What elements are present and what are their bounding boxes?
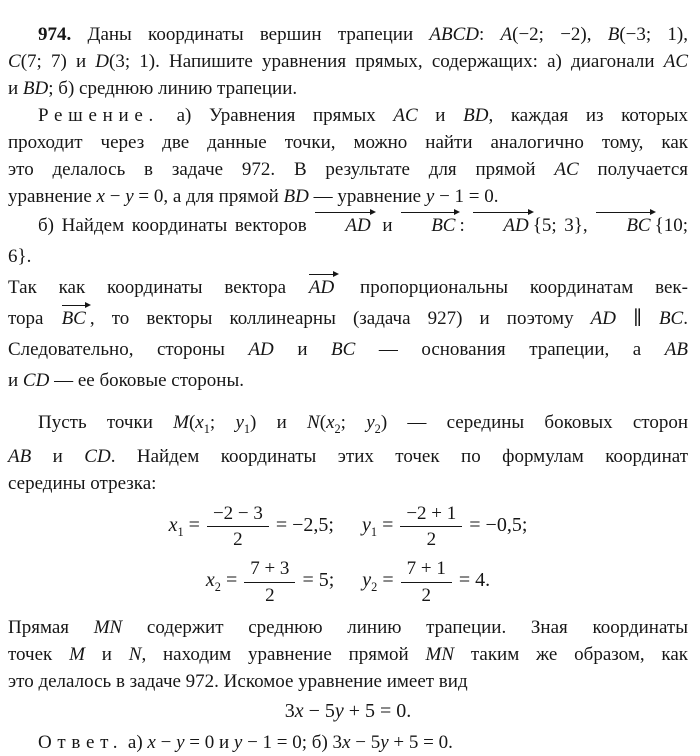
text-segment: ( — [319, 412, 327, 433]
text-segment: это делалось в задаче 972. В результате для прямой — [8, 159, 555, 180]
vector-notation: AD — [308, 274, 338, 298]
math-var: x — [96, 186, 105, 207]
text-segment: (3; 1). Напишите уравнения прямых, содержащих: а) диагонали — [109, 51, 664, 72]
subscript: 1 — [370, 524, 378, 539]
math-var: y — [233, 731, 243, 753]
text-segment: − 1 = 0. — [434, 186, 499, 207]
text-segment: = −2,5; — [270, 513, 334, 536]
math-var: x — [195, 412, 204, 433]
math-var: AC — [554, 159, 579, 180]
text-segment: Следовательно, стороны — [8, 339, 249, 360]
math-var: MN — [93, 616, 123, 638]
text-segment: и — [374, 215, 401, 236]
text-segment: таким же образом, как — [454, 643, 689, 665]
math-var: AB — [8, 445, 32, 467]
fraction-denominator: 2 — [426, 529, 437, 551]
text-line — [8, 48, 688, 75]
math-var: x — [326, 412, 335, 433]
text-line — [8, 409, 688, 443]
fraction-numerator: −2 − 3 — [207, 503, 269, 527]
text-segment: + 5 = 0. — [388, 731, 453, 753]
text-segment: (7; 7) и — [20, 51, 96, 72]
text-line — [8, 470, 688, 497]
math-var: AB — [664, 339, 688, 360]
math-var: y — [176, 731, 185, 753]
text-line — [8, 614, 688, 641]
math-var: M — [173, 412, 189, 433]
fraction-denominator: 2 — [421, 584, 431, 606]
text-segment: . — [683, 308, 688, 329]
text-segment: = — [183, 513, 205, 536]
text-segment: 3 — [284, 699, 295, 722]
text-segment: и — [8, 370, 23, 391]
text-segment: = 0, а для прямой — [133, 186, 284, 207]
math-var: x — [342, 731, 351, 753]
text-segment: и — [84, 643, 129, 665]
line-mn-paragraph — [8, 614, 688, 695]
math-var: y — [235, 412, 244, 433]
math-var: x — [205, 569, 215, 592]
text-segment: = 5; — [297, 569, 335, 592]
text-segment: , каждая из которых — [488, 105, 688, 126]
text-segment: = 4. — [453, 569, 491, 592]
text-segment: ; — [209, 412, 236, 433]
math-var: AD — [248, 339, 274, 360]
subscript: 2 — [374, 421, 381, 436]
subscript: 2 — [214, 580, 221, 595]
math-var: y — [362, 569, 372, 592]
subscript: 1 — [203, 421, 210, 436]
text-segment: ∥ — [616, 308, 659, 329]
text-segment: Пусть точки — [38, 412, 174, 433]
text-line — [8, 443, 688, 470]
text-segment: Прямая — [8, 616, 94, 638]
text-segment: = — [220, 569, 243, 592]
text-segment: точек — [8, 643, 70, 665]
fraction-numerator: 7 + 3 — [244, 558, 295, 582]
fraction-numerator: −2 + 1 — [400, 503, 462, 527]
text-line — [8, 272, 688, 303]
math-var: N — [128, 643, 142, 665]
math-var: y — [334, 699, 344, 722]
text-line — [8, 641, 688, 668]
fraction — [401, 558, 452, 606]
fraction — [207, 503, 269, 551]
text-line — [8, 156, 688, 183]
text-segment: . Найдем координаты этих точек по формулам координат — [110, 445, 688, 467]
math-var: D — [95, 51, 110, 72]
math-var: N — [307, 412, 320, 433]
text-segment: а) Уравнения прямых — [158, 105, 394, 126]
vector-notation: AD — [314, 212, 374, 236]
text-segment: это делалось в задаче 972. Искомое уравнение имеет вид — [8, 670, 468, 692]
text-segment: : — [459, 215, 473, 236]
solution-part-b — [8, 210, 688, 396]
text-segment: и — [273, 339, 332, 360]
text-segment: содержит среднюю линию трапеции. Зная координаты — [122, 616, 688, 638]
text-segment: и — [417, 105, 464, 126]
text-segment: Так как координаты вектора — [8, 277, 308, 298]
math-var: y — [425, 186, 435, 207]
equation-row — [8, 503, 688, 551]
text-line — [8, 210, 688, 272]
vector-notation: BC — [595, 212, 654, 236]
math-var: MN — [425, 643, 455, 665]
math-var: M — [69, 643, 85, 665]
text-segment: (−3; 1), — [619, 24, 688, 45]
text-segment: − 1 = 0; б) 3 — [242, 731, 343, 753]
spaced-keyword: Решение. — [38, 105, 159, 126]
text-line — [8, 365, 688, 396]
text-segment: ) и — [250, 412, 308, 433]
math-var: CD — [84, 445, 111, 467]
math-var: CD — [22, 370, 50, 391]
math-var: BD — [463, 105, 489, 126]
math-var: B — [607, 24, 620, 45]
fraction — [244, 558, 295, 606]
text-segment: а) — [123, 731, 148, 753]
answer-line — [8, 729, 688, 756]
math-var: C — [8, 51, 21, 72]
final-equation — [8, 701, 688, 721]
midpoint-equations — [8, 503, 688, 606]
text-segment: — уравнение — [308, 186, 426, 207]
math-var: y — [380, 731, 389, 753]
text-segment: пропорциональны координатам век- — [338, 277, 688, 298]
solution-part-a — [8, 102, 688, 210]
text-segment: − — [104, 186, 126, 207]
problem-number: 974. — [38, 24, 72, 45]
math-var: y — [125, 186, 134, 207]
equation-row — [8, 701, 688, 721]
text-segment: , находим уравнение прямой — [141, 643, 426, 665]
vector-notation: BC — [400, 212, 459, 236]
text-segment: уравнение — [8, 186, 97, 207]
text-segment: : — [479, 24, 501, 45]
text-line — [8, 729, 688, 756]
fraction-denominator: 2 — [265, 584, 275, 606]
text-segment: получается — [578, 159, 689, 180]
text-line — [8, 303, 688, 334]
math-var: ABCD — [429, 24, 479, 45]
text-segment: — основания трапеции, а — [355, 339, 665, 360]
text-line — [8, 21, 688, 48]
text-segment: {5; 3}, — [532, 215, 596, 236]
math-var: A — [500, 24, 513, 45]
text-segment: середины отрезка: — [8, 472, 157, 494]
math-var: BC — [331, 339, 356, 360]
math-var: x — [147, 731, 156, 753]
text-segment: − 5 — [350, 731, 381, 753]
vector-notation: AD — [472, 212, 532, 236]
text-segment: ( — [188, 412, 196, 433]
text-segment: Даны координаты вершин трапеции — [71, 24, 430, 45]
text-segment: + 5 = 0. — [343, 699, 412, 722]
text-line — [8, 102, 688, 129]
math-var: x — [294, 699, 304, 722]
text-segment: проходит через две данные точки, можно найти аналогично тому, как — [8, 132, 688, 153]
text-segment: {10; 6}. — [8, 215, 688, 267]
math-var: y — [362, 513, 371, 536]
text-segment: и — [31, 445, 85, 467]
text-segment: = — [377, 569, 399, 592]
text-segment: = — [377, 513, 399, 536]
text-segment: = −0,5; — [464, 513, 528, 536]
text-line — [8, 75, 688, 102]
subscript: 2 — [371, 580, 378, 595]
subscript: 2 — [334, 421, 341, 436]
text-segment: ; — [340, 412, 367, 433]
subscript: 1 — [177, 524, 184, 539]
text-segment: − — [155, 731, 177, 753]
text-segment: и — [8, 78, 23, 99]
math-var: x — [168, 513, 178, 536]
math-var: AC — [663, 51, 689, 72]
text-segment: тора — [8, 308, 61, 329]
spaced-keyword: Ответ. — [38, 731, 124, 753]
text-segment: , то векторы коллинеарны (задача 927) и поэтому — [89, 308, 591, 329]
text-line — [8, 183, 688, 210]
fraction-denominator: 2 — [233, 529, 243, 551]
text-segment: − 5 — [303, 699, 335, 722]
text-segment: ) — середины боковых сторон — [380, 412, 689, 433]
text-line — [8, 668, 688, 695]
text-segment: б) Найдем координаты векторов — [38, 215, 315, 236]
fraction — [400, 503, 462, 551]
text-segment: ; б) среднюю линию трапеции. — [48, 78, 298, 99]
math-var: BC — [658, 308, 684, 329]
midpoints-paragraph — [8, 409, 688, 497]
subscript: 1 — [243, 421, 251, 436]
text-segment: (−2; −2), — [512, 24, 608, 45]
math-var: AC — [393, 105, 418, 126]
math-var: AD — [590, 308, 616, 329]
text-line — [8, 129, 688, 156]
text-line — [8, 334, 688, 365]
math-var: y — [366, 412, 375, 433]
math-var: BD — [283, 186, 309, 207]
text-segment: — ее боковые стороны. — [49, 370, 244, 391]
vector-notation: BC — [61, 305, 90, 329]
math-var: BD — [22, 78, 49, 99]
problem-statement — [8, 21, 688, 102]
equation-row — [8, 558, 688, 606]
fraction-numerator: 7 + 1 — [401, 558, 452, 582]
text-segment: = 0 и — [184, 731, 234, 753]
